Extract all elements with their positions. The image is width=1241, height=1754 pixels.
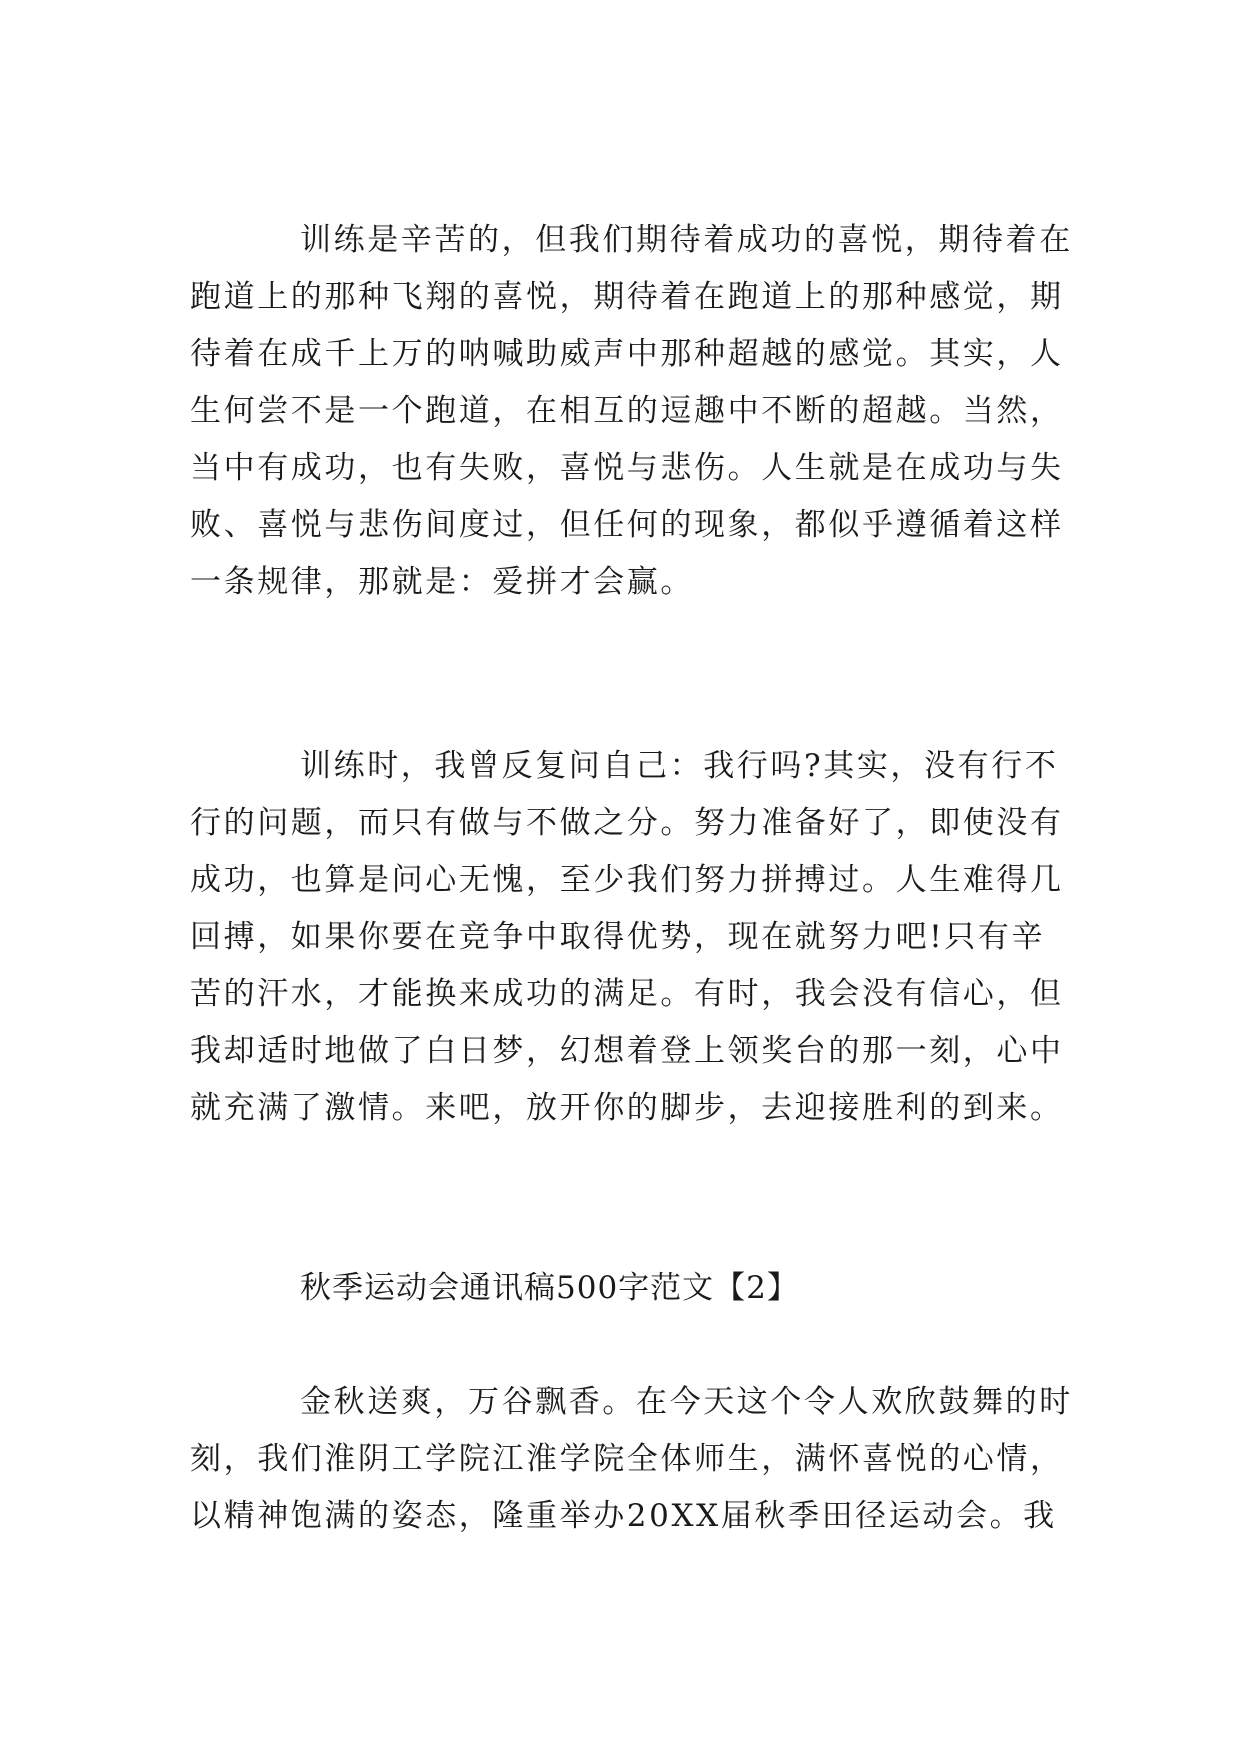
paragraph-line: 刻，我们淮阴工学院江淮学院全体师生，满怀喜悦的心情， [190, 1441, 1064, 1477]
paragraph-line: 训练是辛苦的，但我们期待着成功的喜悦，期待着在 [300, 222, 1073, 258]
paragraph-line: 以精神饱满的姿态，隆重举办20XX届秋季田径运动会。我 [190, 1498, 1057, 1534]
paragraph-line: 当中有成功，也有失败，喜悦与悲伤。人生就是在成功与失 [190, 450, 1064, 486]
paragraph-line: 成功，也算是问心无愧，至少我们努力拼搏过。人生难得几 [190, 862, 1064, 898]
paragraph-line: 我却适时地做了白日梦，幻想着登上领奖台的那一刻，心中 [190, 1033, 1064, 1069]
paragraph-line: 就充满了激情。来吧，放开你的脚步，去迎接胜利的到来。 [190, 1090, 1064, 1126]
paragraph-line: 回搏，如果你要在竞争中取得优势，现在就努力吧!只有辛 [190, 919, 1046, 955]
paragraph-line: 生何尝不是一个跑道，在相互的逗趣中不断的超越。当然， [190, 393, 1064, 429]
paragraph-line: 跑道上的那种飞翔的喜悦，期待着在跑道上的那种感觉，期 [190, 279, 1064, 315]
paragraph-line: 金秋送爽，万谷飘香。在今天这个令人欢欣鼓舞的时 [300, 1384, 1073, 1420]
paragraph-line: 行的问题，而只有做与不做之分。努力准备好了，即使没有 [190, 805, 1064, 841]
paragraph-line: 败、喜悦与悲伤间度过，但任何的现象，都似乎遵循着这样 [190, 507, 1064, 543]
paragraph-line: 苦的汗水，才能换来成功的满足。有时，我会没有信心，但 [190, 976, 1064, 1012]
paragraph-line: 待着在成千上万的呐喊助威声中那种超越的感觉。其实，人 [190, 336, 1064, 372]
paragraph-line: 一条规律，那就是：爱拼才会赢。 [190, 564, 694, 600]
paragraph-line: 训练时，我曾反复问自己：我行吗?其实，没有行不 [300, 748, 1059, 784]
section-title: 秋季运动会通讯稿500字范文【2】 [300, 1270, 799, 1306]
